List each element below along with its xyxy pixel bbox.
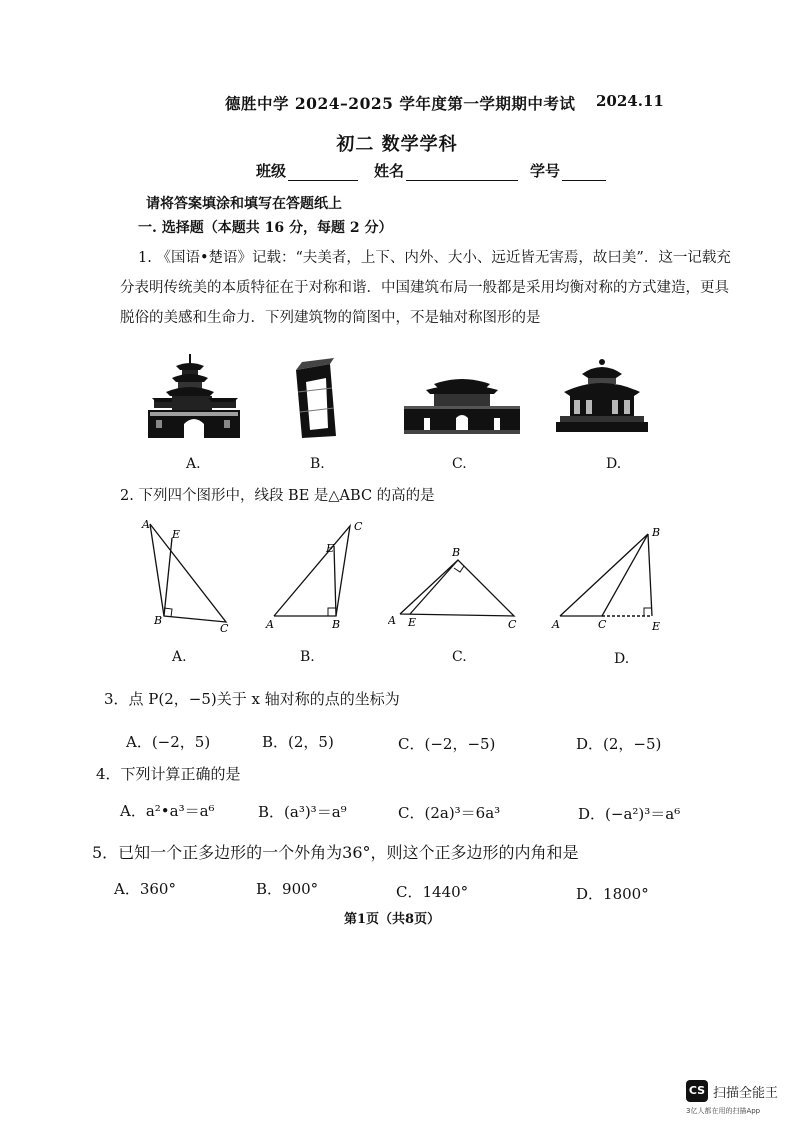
triangle-b-figure — [262, 512, 372, 641]
question-4-text: 4．下列计算正确的是 — [96, 765, 241, 783]
question-1-body: 《国语•楚语》记载：“夫美者，上下、内外、大小、远近皆无害焉，故曰美”．这一记载充分表明传统美的本质特征在于对称和谐．中国建筑布局一般都是采用均衡对称的方式建造，更具脱俗的美感和生命力．下列建筑物的简图中，不是轴对称图形的是 — [120, 250, 731, 326]
exam-date: 2024.11 — [596, 92, 664, 110]
q5-option-b[interactable]: B．900° — [256, 880, 319, 898]
q4-option-b[interactable]: B．(a³)³＝a⁹ — [258, 803, 347, 821]
q3-option-b[interactable]: B．(2，5) — [262, 733, 334, 751]
scanner-tagline: 3亿人都在用的扫描App — [686, 1107, 761, 1115]
triangle-a-figure — [138, 512, 248, 641]
q4-option-d[interactable]: D．(−a²)³＝a⁶ — [578, 805, 681, 823]
building-b-figure — [288, 352, 408, 442]
scanner-watermark — [686, 1078, 794, 1124]
name-field[interactable] — [374, 160, 518, 181]
q5-option-a[interactable]: A．360° — [114, 880, 176, 898]
svg-text:B: B — [652, 526, 661, 539]
svg-text:A: A — [266, 618, 274, 631]
name-label: 姓名 — [374, 162, 405, 180]
id-label: 学号 — [530, 162, 561, 180]
question-1-text — [120, 243, 732, 333]
q2-option-d[interactable]: D. — [614, 651, 630, 667]
q1-option-a[interactable]: A. — [186, 456, 201, 472]
q1-option-b[interactable]: B. — [310, 456, 325, 472]
svg-text:C: C — [220, 622, 229, 635]
q2-option-c[interactable]: C. — [452, 649, 467, 665]
class-blank[interactable] — [288, 166, 358, 181]
svg-text:C: C — [354, 520, 363, 533]
svg-text:B: B — [452, 546, 461, 559]
svg-text:C: C — [508, 618, 517, 631]
svg-text:A: A — [552, 618, 560, 631]
svg-text:E: E — [408, 616, 417, 629]
question-2-number: 2. — [120, 488, 134, 504]
instructions: 请将答案填涂和填写在答题纸上 — [146, 196, 342, 212]
exam-title: 德胜中学 2024–2025 学年度第一学期期中考试 — [225, 94, 576, 113]
q4-option-c[interactable]: C．(2a)³＝6a³ — [398, 804, 501, 822]
q1-option-d[interactable]: D. — [606, 456, 622, 472]
triangle-c-figure — [388, 512, 528, 641]
name-blank[interactable] — [406, 166, 518, 181]
building-c-figure — [404, 352, 524, 442]
id-blank[interactable] — [562, 166, 606, 181]
q5-option-c[interactable]: C．1440° — [396, 883, 469, 901]
q2-option-b[interactable]: B. — [300, 649, 315, 665]
question-1-number: 1. — [138, 250, 152, 266]
scanner-logo-icon: CS — [686, 1080, 708, 1102]
q1-option-c[interactable]: C. — [452, 456, 467, 472]
q4-option-a[interactable]: A．a²•a³＝a⁶ — [120, 802, 215, 820]
triangle-d-figure — [548, 512, 678, 641]
q3-option-d[interactable]: D．(2，−5) — [576, 735, 662, 753]
svg-text:E: E — [652, 620, 661, 633]
svg-text:B: B — [332, 618, 341, 631]
building-a-figure — [148, 352, 268, 442]
exam-subtitle: 初二 数学学科 — [336, 134, 458, 155]
class-label: 班级 — [256, 162, 287, 180]
scanner-app-name: 扫描全能王 — [713, 1086, 779, 1101]
svg-text:B: B — [154, 614, 163, 627]
svg-text:A: A — [142, 518, 150, 531]
question-3-text: 3．点 P(2，−5)关于 x 轴对称的点的坐标为 — [104, 690, 400, 708]
q2-option-a[interactable]: A. — [172, 649, 187, 665]
svg-text:E: E — [172, 528, 181, 541]
question-2-body: 下列四个图形中，线段 BE 是△ABC 的高的是 — [138, 488, 435, 504]
svg-text:E: E — [326, 542, 335, 555]
question-5-text: 5．已知一个正多边形的一个外角为36°，则这个正多边形的内角和是 — [92, 843, 579, 862]
page-footer: 第1页（共8页） — [344, 912, 441, 927]
building-d-figure — [556, 352, 676, 442]
q3-option-c[interactable]: C．(−2，−5) — [398, 735, 496, 753]
svg-text:C: C — [598, 618, 607, 631]
class-field[interactable] — [256, 160, 358, 181]
q3-option-a[interactable]: A．(−2，5) — [126, 733, 211, 751]
section-title: 一. 选择题（本题共 16 分，每题 2 分） — [138, 220, 393, 236]
q5-option-d[interactable]: D．1800° — [576, 885, 649, 903]
question-2-text — [120, 484, 435, 505]
svg-text:A: A — [388, 614, 396, 627]
id-field[interactable] — [530, 160, 606, 181]
